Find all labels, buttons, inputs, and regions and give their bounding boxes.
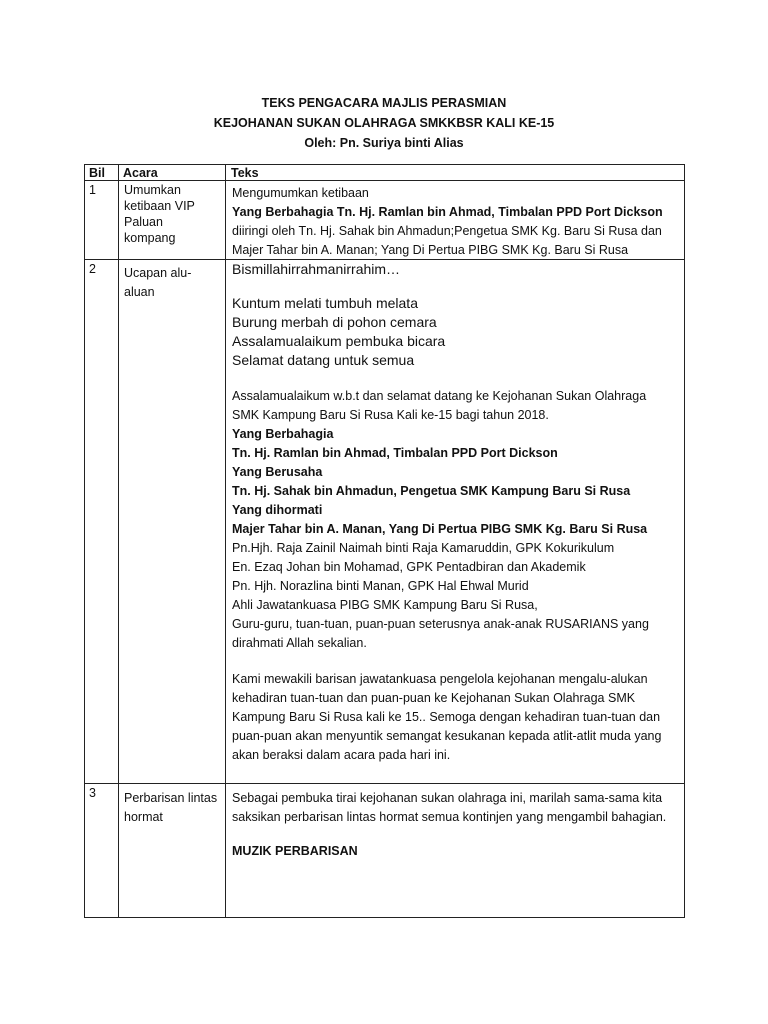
pantun-line: Assalamualaikum pembuka bicara xyxy=(232,333,446,349)
greeting-line: Guru-guru, tuan-tuan, puan-puan seterusnya anak-anak RUSARIANS yang xyxy=(232,617,649,631)
document-title: TEKS PENGACARA MAJLIS PERASMIAN xyxy=(261,96,507,110)
header-bil: Bil xyxy=(89,166,105,180)
greeting-line: Pn.Hjh. Raja Zainil Naimah binti Raja Kamaruddin, GPK Kokurikulum xyxy=(232,541,615,555)
greeting-line: Yang Berbahagia xyxy=(232,427,334,441)
row1-bil: 1 xyxy=(89,183,96,197)
music-cue: MUZIK PERBARISAN xyxy=(232,844,358,858)
row2-bil: 2 xyxy=(89,262,96,276)
row3-teks-line: saksikan perbarisan lintas hormat semua kontinjen yang mengambil bahagian. xyxy=(232,810,667,824)
closing-line: akan beraksi dalam acara pada hari ini. xyxy=(232,748,451,762)
row2-acara xyxy=(124,264,191,302)
pantun xyxy=(232,294,661,370)
bismillah: Bismillahirrahmanirrahim… xyxy=(232,261,401,277)
column-divider-2 xyxy=(225,164,226,918)
document-subtitle: KEJOHANAN SUKAN OLAHRAGA SMKKBSR KALI KE-15 xyxy=(213,116,555,130)
row3-acara-line: hormat xyxy=(124,810,163,824)
table-border-bottom xyxy=(84,917,685,918)
row3-bil: 3 xyxy=(89,786,96,800)
row3-teks-line: Sebagai pembuka tirai kejohanan sukan olahraga ini, marilah sama-sama kita xyxy=(232,791,663,805)
greeting-line: Yang Berusaha xyxy=(232,465,323,479)
row1-acara xyxy=(124,182,195,246)
row2-teks xyxy=(232,260,661,765)
closing-paragraph xyxy=(232,670,661,765)
row1-acara-line: ketibaan VIP xyxy=(124,199,195,213)
header-acara: Acara xyxy=(123,166,158,180)
column-divider-1 xyxy=(118,164,119,918)
row-divider-2 xyxy=(84,783,685,784)
greeting-line: Pn. Hjh. Norazlina binti Manan, GPK Hal Ehwal Murid xyxy=(232,579,529,593)
greeting-line: Tn. Hj. Sahak bin Ahmadun, Pengetua SMK Kampung Baru Si Rusa xyxy=(232,484,631,498)
pantun-line: Kuntum melati tumbuh melata xyxy=(232,295,418,311)
document-author: Oleh: Pn. Suriya binti Alias xyxy=(304,136,464,150)
closing-line: Kampung Baru Si Rusa kali ke 15.. Semoga dengan kehadiran tuan-tuan dan xyxy=(232,710,661,724)
welcome-paragraph xyxy=(232,387,661,653)
header-teks: Teks xyxy=(231,166,259,180)
row1-intro: Mengumumkan ketibaan xyxy=(232,186,369,200)
row1-escort-line: diiringi oleh Tn. Hj. Sahak bin Ahmadun;Pengetua SMK Kg. Baru Si Rusa dan xyxy=(232,224,662,238)
greeting-line: Ahli Jawatankuasa PIBG SMK Kampung Baru Si Rusa, xyxy=(232,598,538,612)
closing-line: puan-puan akan menyuntik semangat kesukanan kepada atlit-atlit muda yang xyxy=(232,729,662,743)
row1-acara-line: kompang xyxy=(124,231,176,245)
pantun-line: Burung merbah di pohon cemara xyxy=(232,314,437,330)
row3-teks xyxy=(232,789,666,861)
closing-line: Kami mewakili barisan jawatankuasa pengelola kejohanan mengalu-alukan xyxy=(232,672,648,686)
row3-acara xyxy=(124,789,217,827)
row1-teks xyxy=(232,184,663,260)
row1-acara-line: Paluan xyxy=(124,215,163,229)
salam-line: Assalamualaikum w.b.t dan selamat datang ke Kejohanan Sukan Olahraga xyxy=(232,389,647,403)
salam-line: SMK Kampung Baru Si Rusa Kali ke-15 bagi tahun 2018. xyxy=(232,408,549,422)
row3-acara-line: Perbarisan lintas xyxy=(124,791,218,805)
row2-acara-line: Ucapan alu- xyxy=(124,266,192,280)
row1-vip: Yang Berbahagia Tn. Hj. Ramlan bin Ahmad, Timbalan PPD Port Dickson xyxy=(232,205,663,219)
table-border-right xyxy=(684,164,685,918)
row2-acara-line: aluan xyxy=(124,285,155,299)
row1-acara-line: Umumkan xyxy=(124,183,181,197)
table-border-top xyxy=(84,164,685,165)
greeting-line: Majer Tahar bin A. Manan, Yang Di Pertua PIBG SMK Kg. Baru Si Rusa xyxy=(232,522,648,536)
table-border-left xyxy=(84,164,85,918)
pantun-line: Selamat datang untuk semua xyxy=(232,352,415,368)
greeting-line: Tn. Hj. Ramlan bin Ahmad, Timbalan PPD Port Dickson xyxy=(232,446,558,460)
table-header-divider xyxy=(84,180,685,181)
closing-line: kehadiran tuan-tuan dan puan-puan ke Kejohanan Sukan Olahraga SMK xyxy=(232,691,636,705)
greeting-line: dirahmati Allah sekalian. xyxy=(232,636,367,650)
greeting-line: Yang dihormati xyxy=(232,503,323,517)
row1-escort-line: Majer Tahar bin A. Manan; Yang Di Pertua PIBG SMK Kg. Baru Si Rusa xyxy=(232,243,629,257)
greeting-line: En. Ezaq Johan bin Mohamad, GPK Pentadbiran dan Akademik xyxy=(232,560,586,574)
